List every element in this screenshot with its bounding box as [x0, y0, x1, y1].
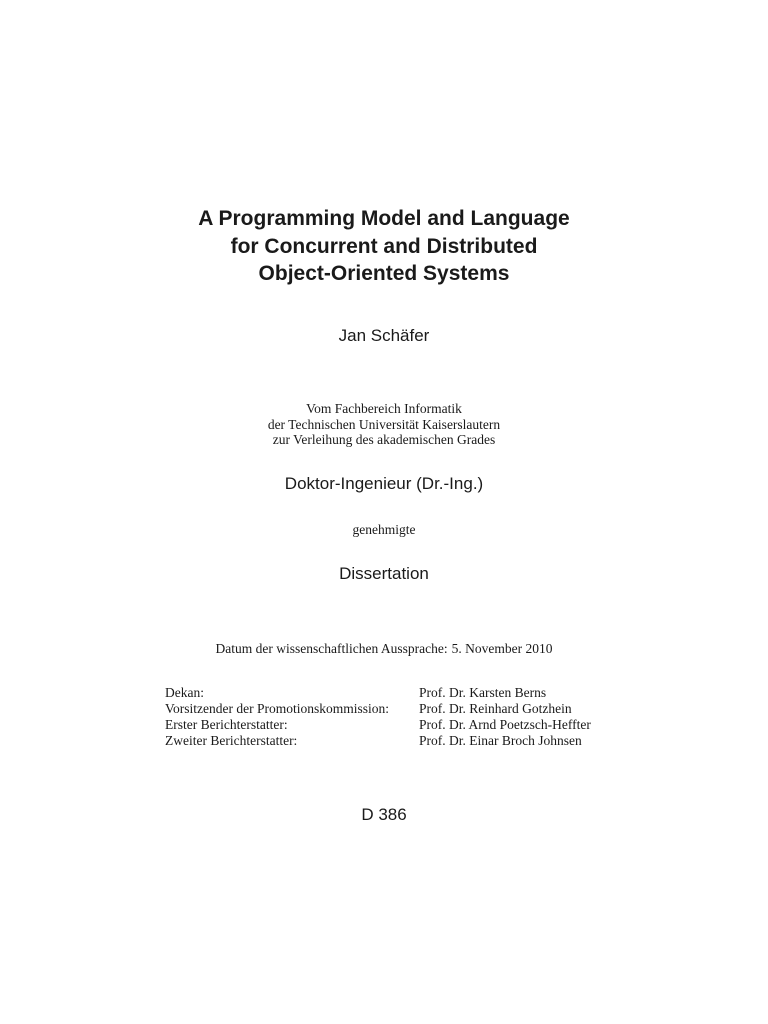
faculty-line-2: der Technischen Universität Kaiserslautern [267, 416, 501, 432]
faculty-line-3: zur Verleihung des akademischen Grades [272, 432, 496, 448]
approved-label: genehmigte [352, 522, 416, 537]
committee-person: Prof. Dr. Reinhard Gotzhein [419, 701, 572, 716]
committee-role: Erster Berichterstatter: [165, 717, 288, 732]
title-line-3: Object-Oriented Systems [258, 262, 510, 285]
committee-row [165, 701, 591, 717]
faculty-line-1: Vom Fachbereich Informatik [306, 401, 462, 416]
title-line-1: A Programming Model and Language [198, 207, 570, 230]
committee-role: Dekan: [165, 685, 204, 700]
committee-role: Vorsitzender der Promotionskommission: [165, 701, 389, 716]
committee-row [165, 717, 591, 733]
defense-date-label: Datum der wissenschaftlichen Aussprache: [215, 641, 448, 656]
degree-title: Doktor-Ingenieur (Dr.-Ing.) [284, 474, 484, 493]
library-code: D 386 [361, 805, 407, 824]
committee-row [165, 685, 591, 701]
defense-date-value: 5. November 2010 [451, 641, 553, 656]
committee-person: Prof. Dr. Karsten Berns [419, 685, 547, 700]
title-line-2: for Concurrent and Distributed [230, 234, 538, 258]
author-name: Jan Schäfer [338, 326, 430, 345]
committee-person: Prof. Dr. Arnd Poetzsch-Heffter [419, 717, 591, 732]
committee-table [165, 685, 591, 749]
committee-role: Zweiter Berichterstatter: [165, 733, 298, 748]
committee-person: Prof. Dr. Einar Broch Johnsen [419, 733, 582, 748]
faculty-statement [0, 401, 768, 448]
thesis-title [0, 205, 768, 288]
committee-row [165, 733, 591, 749]
document-type: Dissertation [339, 564, 429, 583]
defense-date-line [0, 641, 768, 657]
